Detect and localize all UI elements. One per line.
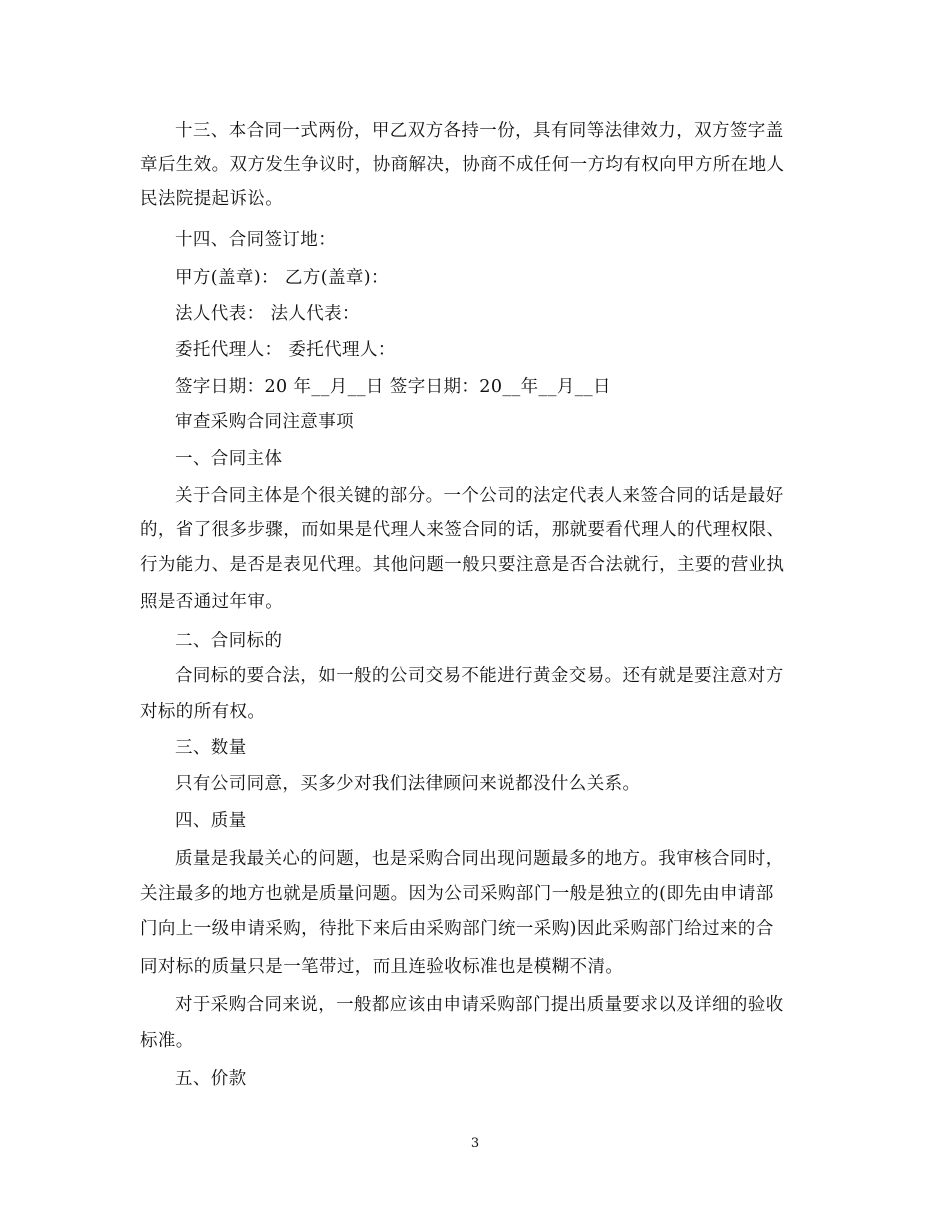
paragraph-line: 十四、合同签订地： — [175, 230, 337, 250]
paragraph-line: 的，省了很多步骤，而如果是代理人来签合同的话，那就要看代理人的代理权限、 — [140, 520, 785, 540]
paragraph-line: 合同标的要合法，如一般的公司交易不能进行黄金交易。还有就是要注意对方 — [175, 666, 784, 686]
paragraph-line: 委托代理人： 委托代理人： — [175, 340, 396, 360]
paragraph-line: 对标的所有权。 — [140, 702, 266, 722]
paragraph-line: 章后生效。双方发生争议时，协商解决，协商不成任何一方均有权向甲方所在地人 — [140, 155, 785, 175]
section-title: 审查采购合同注意事项 — [175, 412, 354, 432]
section-heading: 二、合同标的 — [175, 631, 283, 651]
paragraph-line: 门向上一级申请采购，待批下来后由采购部门统一采购)因此采购部门给过来的合 — [140, 919, 774, 939]
paragraph-line: 关于合同主体是个很关键的部分。一个公司的法定代表人来签合同的话是最好 — [175, 486, 784, 506]
section-heading: 五、价款 — [175, 1069, 247, 1089]
paragraph-line: 法人代表： 法人代表： — [175, 304, 360, 324]
paragraph-line: 只有公司同意，买多少对我们法律顾问来说都没什么关系。 — [175, 774, 641, 794]
paragraph-line: 十三、本合同一式两份，甲乙双方各持一份，具有同等法律效力，双方签字盖 — [175, 121, 784, 141]
section-heading: 四、质量 — [175, 811, 247, 831]
paragraph-line: 照是否通过年审。 — [140, 592, 284, 612]
paragraph-line: 对于采购合同来说，一般都应该由申请采购部门提出质量要求以及详细的验收 — [175, 995, 784, 1015]
paragraph-line: 行为能力、是否是表见代理。其他问题一般只要注意是否合法就行，主要的营业执 — [140, 555, 785, 575]
paragraph-line: 标准。 — [140, 1031, 194, 1051]
section-heading: 三、数量 — [175, 738, 247, 758]
paragraph-line: 质量是我最关心的问题，也是采购合同出现问题最多的地方。我审核合同时， — [175, 849, 784, 869]
page-number: 3 — [470, 1136, 480, 1151]
paragraph-line: 民法院提起诉讼。 — [140, 189, 284, 209]
paragraph-line: 同对标的质量只是一笔带过，而且连验收标准也是模糊不清。 — [140, 957, 624, 977]
paragraph-line: 关注最多的地方也就是质量问题。因为公司采购部门一般是独立的(即先由申请部 — [140, 884, 774, 904]
paragraph-line: 签字日期：20 年__月__日 签字日期：20__年__月__日 — [175, 377, 611, 397]
section-heading: 一、合同主体 — [175, 449, 283, 469]
paragraph-line: 甲方(盖章)： 乙方(盖章)： — [175, 268, 389, 288]
